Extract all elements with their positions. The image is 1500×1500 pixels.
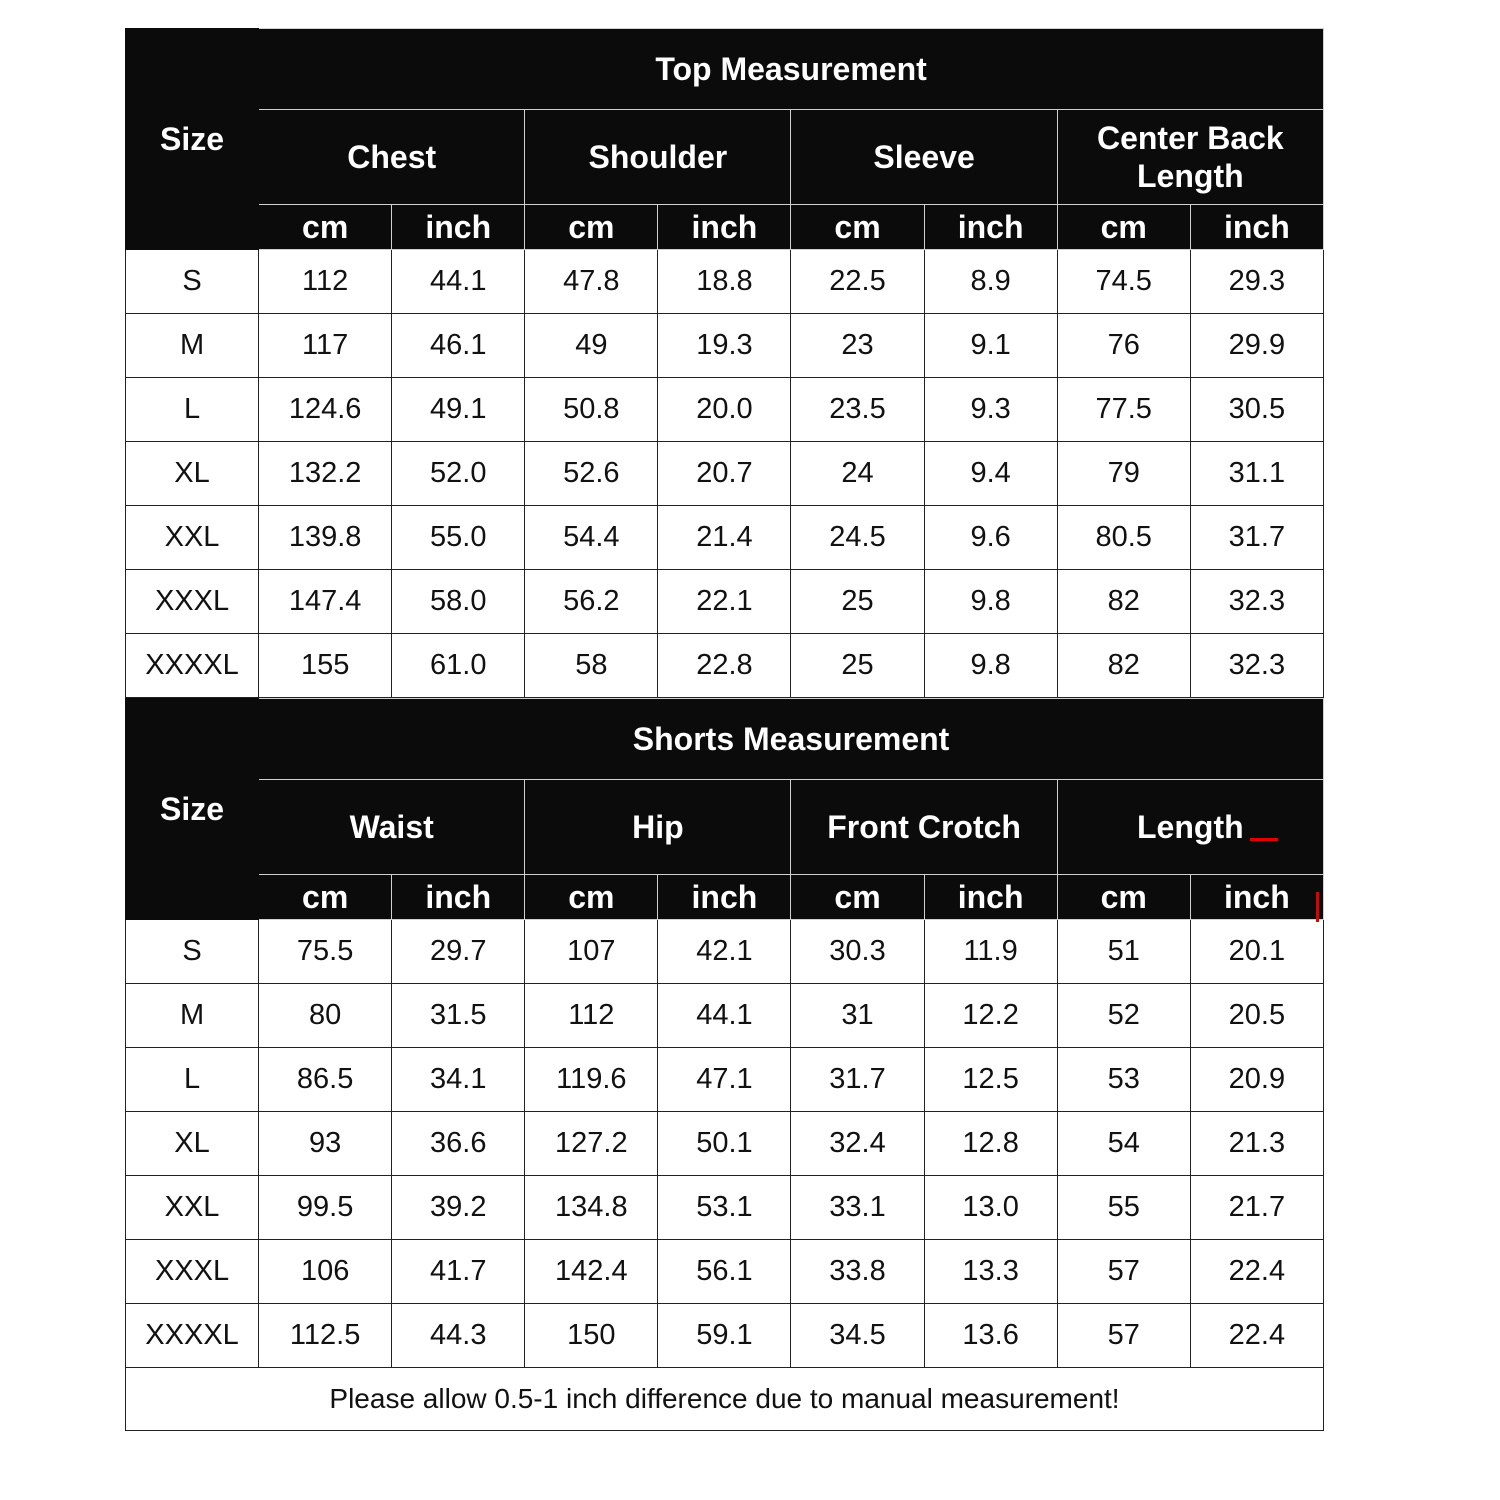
measurement-cell: 22.8 — [658, 634, 791, 698]
measurement-cell: 34.1 — [392, 1048, 525, 1112]
measurement-cell: 30.5 — [1190, 378, 1323, 442]
measurement-cell: 112 — [525, 984, 658, 1048]
measurement-cell: 142.4 — [525, 1240, 658, 1304]
table-row — [126, 1240, 1324, 1304]
unit-header: inch — [924, 205, 1057, 250]
top-measurement-body — [126, 250, 1324, 698]
measurement-cell: 13.0 — [924, 1176, 1057, 1240]
measurement-cell: 20.5 — [1190, 984, 1323, 1048]
measurement-cell: 29.3 — [1190, 250, 1323, 314]
unit-header: cm — [791, 875, 924, 920]
measurement-cell: 25 — [791, 634, 924, 698]
measurement-cell: 56.2 — [525, 570, 658, 634]
measurement-cell: 41.7 — [392, 1240, 525, 1304]
measurement-cell: 22.1 — [658, 570, 791, 634]
measurement-cell: 59.1 — [658, 1304, 791, 1368]
measurement-cell: 112.5 — [259, 1304, 392, 1368]
size-label: S — [126, 920, 259, 984]
measurement-cell: 32.4 — [791, 1112, 924, 1176]
table-row — [126, 1112, 1324, 1176]
size-label: XL — [126, 1112, 259, 1176]
unit-header: cm — [525, 875, 658, 920]
measurement-cell: 80.5 — [1057, 506, 1190, 570]
measurement-cell: 61.0 — [392, 634, 525, 698]
measurement-cell: 12.8 — [924, 1112, 1057, 1176]
column-group-header: Hip — [525, 780, 791, 875]
measurement-cell: 31.7 — [791, 1048, 924, 1112]
unit-header: inch — [1190, 205, 1323, 250]
unit-header: cm — [1057, 205, 1190, 250]
measurement-cell: 58 — [525, 634, 658, 698]
measurement-cell: 55 — [1057, 1176, 1190, 1240]
column-group-header: Waist — [259, 780, 525, 875]
measurement-cell: 56.1 — [658, 1240, 791, 1304]
measurement-cell: 112 — [259, 250, 392, 314]
measurement-cell: 21.3 — [1190, 1112, 1323, 1176]
measurement-cell: 30.3 — [791, 920, 924, 984]
measurement-cell: 57 — [1057, 1304, 1190, 1368]
size-label: M — [126, 984, 259, 1048]
size-label: XXL — [126, 506, 259, 570]
measurement-cell: 24.5 — [791, 506, 924, 570]
measurement-cell: 99.5 — [259, 1176, 392, 1240]
measurement-cell: 8.9 — [924, 250, 1057, 314]
measurement-cell: 31 — [791, 984, 924, 1048]
measurement-cell: 47.8 — [525, 250, 658, 314]
measurement-cell: 106 — [259, 1240, 392, 1304]
measurement-cell: 44.1 — [392, 250, 525, 314]
measurement-cell: 11.9 — [924, 920, 1057, 984]
unit-header: cm — [259, 875, 392, 920]
measurement-cell: 33.8 — [791, 1240, 924, 1304]
measurement-cell: 20.7 — [658, 442, 791, 506]
measurement-cell: 80 — [259, 984, 392, 1048]
table-row — [126, 634, 1324, 698]
size-label: L — [126, 378, 259, 442]
measurement-cell: 29.9 — [1190, 314, 1323, 378]
column-group-header: Chest — [259, 110, 525, 205]
size-label: XXXL — [126, 570, 259, 634]
table-row — [126, 314, 1324, 378]
measurement-cell: 150 — [525, 1304, 658, 1368]
measurement-cell: 24 — [791, 442, 924, 506]
shorts-measurement-table — [125, 698, 1324, 1368]
measurement-cell: 117 — [259, 314, 392, 378]
measurement-cell: 32.3 — [1190, 634, 1323, 698]
unit-row — [126, 875, 1324, 920]
measurement-cell: 36.6 — [392, 1112, 525, 1176]
measurement-cell: 23 — [791, 314, 924, 378]
measurement-cell: 29.7 — [392, 920, 525, 984]
column-group-header: Length — [1057, 780, 1323, 875]
unit-header: inch — [924, 875, 1057, 920]
top-measurement-table — [125, 28, 1324, 698]
table-title: Top Measurement — [259, 29, 1324, 110]
measurement-cell: 49 — [525, 314, 658, 378]
size-header: Size — [126, 699, 259, 920]
size-label: XXL — [126, 1176, 259, 1240]
measurement-cell: 57 — [1057, 1240, 1190, 1304]
unit-header: inch — [658, 875, 791, 920]
table-row — [126, 570, 1324, 634]
measurement-cell: 9.8 — [924, 570, 1057, 634]
measurement-cell: 33.1 — [791, 1176, 924, 1240]
table-row — [126, 1048, 1324, 1112]
table-row — [126, 250, 1324, 314]
measurement-cell: 79 — [1057, 442, 1190, 506]
size-chart — [125, 28, 1324, 1431]
unit-header: cm — [259, 205, 392, 250]
measurement-cell: 31.5 — [392, 984, 525, 1048]
column-group-header: Center Back Length — [1057, 110, 1323, 205]
measurement-cell: 20.9 — [1190, 1048, 1323, 1112]
table-row — [126, 506, 1324, 570]
measurement-cell: 13.3 — [924, 1240, 1057, 1304]
size-label: XXXXL — [126, 634, 259, 698]
table-title: Shorts Measurement — [259, 699, 1324, 780]
measurement-cell: 54 — [1057, 1112, 1190, 1176]
measurement-cell: 31.1 — [1190, 442, 1323, 506]
unit-header: inch — [392, 875, 525, 920]
measurement-cell: 31.7 — [1190, 506, 1323, 570]
table-row — [126, 442, 1324, 506]
measurement-cell: 21.7 — [1190, 1176, 1323, 1240]
size-label: S — [126, 250, 259, 314]
size-label: M — [126, 314, 259, 378]
measurement-cell: 86.5 — [259, 1048, 392, 1112]
measurement-cell: 9.8 — [924, 634, 1057, 698]
measurement-cell: 52 — [1057, 984, 1190, 1048]
column-group-header: Sleeve — [791, 110, 1057, 205]
measurement-cell: 127.2 — [525, 1112, 658, 1176]
measurement-cell: 75.5 — [259, 920, 392, 984]
measurement-cell: 12.2 — [924, 984, 1057, 1048]
measurement-note: Please allow 0.5-1 inch difference due to manual measurement! — [125, 1368, 1324, 1431]
table-row — [126, 1304, 1324, 1368]
measurement-cell: 119.6 — [525, 1048, 658, 1112]
table-row — [126, 920, 1324, 984]
table-row — [126, 378, 1324, 442]
measurement-cell: 82 — [1057, 634, 1190, 698]
measurement-cell: 21.4 — [658, 506, 791, 570]
measurement-cell: 155 — [259, 634, 392, 698]
measurement-cell: 74.5 — [1057, 250, 1190, 314]
measurement-cell: 132.2 — [259, 442, 392, 506]
measurement-cell: 46.1 — [392, 314, 525, 378]
measurement-cell: 9.4 — [924, 442, 1057, 506]
shorts-measurement-body — [126, 920, 1324, 1368]
measurement-cell: 53 — [1057, 1048, 1190, 1112]
column-group-header: Shoulder — [525, 110, 791, 205]
unit-header: inch — [1190, 875, 1323, 920]
measurement-cell: 18.8 — [658, 250, 791, 314]
unit-header: inch — [392, 205, 525, 250]
stray-mark-decoration — [1250, 838, 1278, 841]
measurement-cell: 107 — [525, 920, 658, 984]
measurement-cell: 22.5 — [791, 250, 924, 314]
measurement-cell: 82 — [1057, 570, 1190, 634]
measurement-cell: 22.4 — [1190, 1240, 1323, 1304]
measurement-cell: 44.1 — [658, 984, 791, 1048]
measurement-cell: 50.8 — [525, 378, 658, 442]
measurement-cell: 134.8 — [525, 1176, 658, 1240]
measurement-cell: 20.0 — [658, 378, 791, 442]
measurement-cell: 49.1 — [392, 378, 525, 442]
measurement-cell: 34.5 — [791, 1304, 924, 1368]
size-label: XXXXL — [126, 1304, 259, 1368]
measurement-cell: 58.0 — [392, 570, 525, 634]
measurement-cell: 52.6 — [525, 442, 658, 506]
measurement-cell: 39.2 — [392, 1176, 525, 1240]
measurement-cell: 13.6 — [924, 1304, 1057, 1368]
size-label: L — [126, 1048, 259, 1112]
size-label: XXXL — [126, 1240, 259, 1304]
measurement-cell: 9.1 — [924, 314, 1057, 378]
measurement-cell: 50.1 — [658, 1112, 791, 1176]
unit-header: cm — [791, 205, 924, 250]
measurement-cell: 52.0 — [392, 442, 525, 506]
stray-mark-decoration — [1316, 892, 1319, 922]
unit-row — [126, 205, 1324, 250]
measurement-cell: 51 — [1057, 920, 1190, 984]
measurement-cell: 20.1 — [1190, 920, 1323, 984]
measurement-cell: 9.6 — [924, 506, 1057, 570]
unit-header: cm — [525, 205, 658, 250]
measurement-cell: 22.4 — [1190, 1304, 1323, 1368]
measurement-cell: 23.5 — [791, 378, 924, 442]
measurement-cell: 93 — [259, 1112, 392, 1176]
size-header: Size — [126, 29, 259, 250]
measurement-cell: 44.3 — [392, 1304, 525, 1368]
measurement-cell: 77.5 — [1057, 378, 1190, 442]
measurement-cell: 55.0 — [392, 506, 525, 570]
size-label: XL — [126, 442, 259, 506]
measurement-cell: 19.3 — [658, 314, 791, 378]
measurement-cell: 32.3 — [1190, 570, 1323, 634]
measurement-cell: 139.8 — [259, 506, 392, 570]
column-group-header: Front Crotch — [791, 780, 1057, 875]
measurement-cell: 147.4 — [259, 570, 392, 634]
measurement-cell: 53.1 — [658, 1176, 791, 1240]
measurement-cell: 76 — [1057, 314, 1190, 378]
measurement-cell: 12.5 — [924, 1048, 1057, 1112]
measurement-cell: 124.6 — [259, 378, 392, 442]
measurement-cell: 54.4 — [525, 506, 658, 570]
table-row — [126, 984, 1324, 1048]
measurement-cell: 25 — [791, 570, 924, 634]
unit-header: cm — [1057, 875, 1190, 920]
measurement-cell: 47.1 — [658, 1048, 791, 1112]
measurement-cell: 42.1 — [658, 920, 791, 984]
table-row — [126, 1176, 1324, 1240]
unit-header: inch — [658, 205, 791, 250]
measurement-cell: 9.3 — [924, 378, 1057, 442]
